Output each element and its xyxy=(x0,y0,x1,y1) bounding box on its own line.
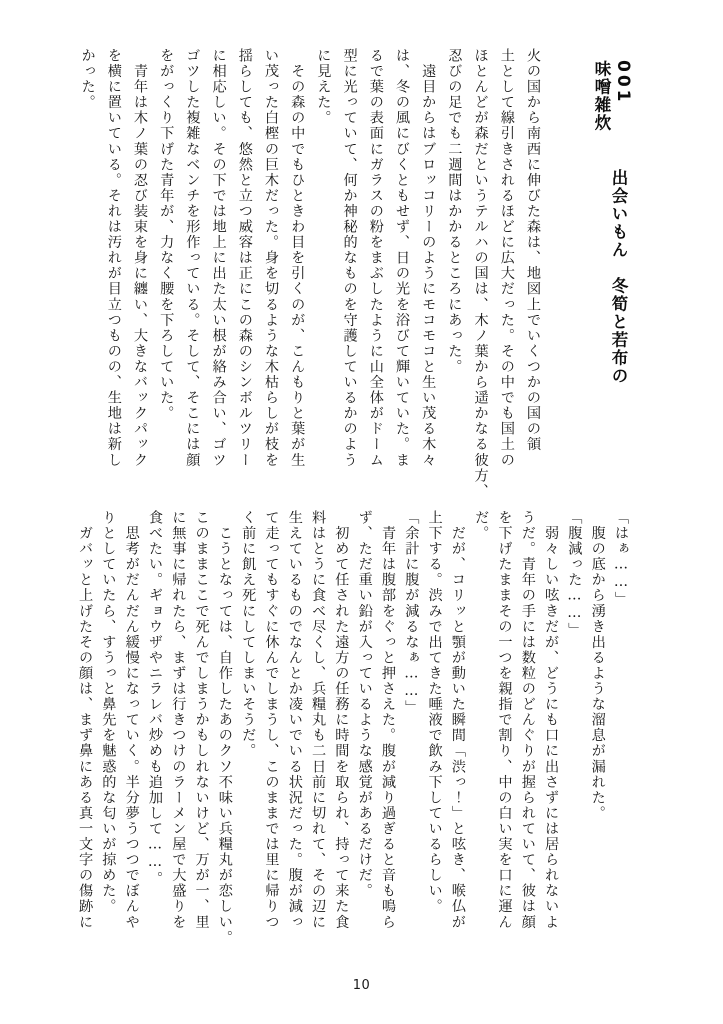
text-column: い茂った白樫の巨木だった。身を切るような木枯らしが枝を xyxy=(263,48,279,468)
chapter-number: 001 xyxy=(613,60,633,105)
text-column: 「腹減った……」 xyxy=(566,510,583,638)
text-column: その森の中でもひときわ目を引くのが、こんもりと葉が生 xyxy=(289,48,306,468)
chapter-title: 出会いもん 冬筍と若布の味噌雑炊 xyxy=(592,60,628,385)
text-column: を下げたままその一つを親指で割り、中の白い実を口に運ん xyxy=(496,510,513,930)
text-column: 「余計に腹が減るなぁ……」 xyxy=(403,510,420,716)
text-column: 「はぁ……」 xyxy=(613,510,629,607)
text-column: 青年は腹部をぐっと押さえた。腹が減り過ぎると音も鳴ら xyxy=(380,510,396,930)
text-column: 生えているものでなんとか凌いでいる状況だった。腹が減っ xyxy=(286,510,303,930)
text-column: るで葉の表面にガラスの粉をまぶしたように山全体がドーム xyxy=(367,48,384,468)
body-text-lower-block xyxy=(77,510,629,970)
text-column: 型に光っていて、何か神秘的なものを守護しているかのよう xyxy=(341,48,358,468)
text-column: 食べたい。ギョウザやニラレバ炒めも追加して……。 xyxy=(147,510,163,887)
page-number: 10 xyxy=(352,978,371,993)
text-column: こうとなっては、自作したあのクソ不味い兵糧丸が恋しい。 xyxy=(216,510,233,946)
text-column: 思考がだんだん緩慢になっていく。半分夢うつつでぼんや xyxy=(123,510,140,930)
text-column: に見えた。 xyxy=(315,48,332,126)
text-column: 青年は木ノ葉の忍び装束を身に纏い、大きなバックパック xyxy=(132,48,148,468)
text-column: だが、コリッと顎が動いた瞬間「渋っ！」と呟き、喉仏が xyxy=(449,510,466,930)
chapter-heading xyxy=(592,60,633,390)
text-column: このままここで死んでしまうかもしれないけど、万が一、里 xyxy=(193,510,210,930)
text-column: ゴツした複雑なベンチを形作っている。そして、そこには顔 xyxy=(184,48,201,468)
text-column: かった。 xyxy=(79,48,96,111)
text-column: 初めて任された遠方の任務に時間を取られ、持って来た食 xyxy=(333,510,350,930)
text-column: を横に置いている。それは汚れが目立つものの、生地は新し xyxy=(105,48,122,468)
text-column: 上下する。渋みで出てきた唾液で飲み下しているらしい。 xyxy=(426,510,443,915)
text-column: ず、ただ重い鉛が入っているような感覚があるだけだ。 xyxy=(356,510,373,899)
text-column: に相応しい。その下では地上に出た太い根が絡み合い、ゴツ xyxy=(210,48,227,468)
text-column: 料はとうに食べ尽くし、兵糧丸も二日前に切れて、その辺に xyxy=(310,510,327,930)
text-column: 腹の底から湧き出るような溜息が漏れた。 xyxy=(589,510,606,821)
text-column: 遠目からはブロッコリーのようにモコモコと生い茂る木々 xyxy=(420,48,437,468)
text-column: ほとんどが森だというテルハの国は、木ノ葉から遥かなる彼方、 xyxy=(472,48,489,499)
text-column: に無事に帰れたら、まずは行きつけのラーメン屋で大盛りを xyxy=(170,510,187,930)
text-column: うだ。青年の手には数粒のどんぐりが握られていて、彼は顔 xyxy=(519,510,536,930)
text-column: だ。 xyxy=(473,510,490,542)
text-column: て走ってもすぐに休んでしまうし、このままでは里に帰りつ xyxy=(263,510,280,930)
text-column: 揺らしても、悠然と立つ威容は正にこの森のシンボルツリー xyxy=(236,48,253,468)
text-column: は、冬の風にびくともせず、日の光を浴びて輝いていた。ま xyxy=(394,48,410,468)
text-column: 火の国から南西に伸びた森は、地図上でいくつかの国の領 xyxy=(525,48,541,453)
text-column: 弱々しい呟きだが、どうにも口に出さずには居られないよ xyxy=(543,510,560,930)
text-column: ガバッと上げたその顔は、まず鼻にある真一文字の傷跡に xyxy=(77,510,94,930)
text-column: りとしていたら、すうっと鼻先を魅惑的な匂いが掠めた。 xyxy=(100,510,117,915)
text-column: 忍びの足でも二週間はかかるところにあった。 xyxy=(446,48,463,375)
text-column: をがっくり下げた青年が、力なく腰を下ろしていた。 xyxy=(158,48,175,422)
body-text-upper-block xyxy=(79,48,541,499)
text-column: 土として線引きされるほどに広大だった。その中でも国土の xyxy=(498,48,515,468)
text-column: く前に飢え死にしてしまいそうだ。 xyxy=(240,510,257,759)
